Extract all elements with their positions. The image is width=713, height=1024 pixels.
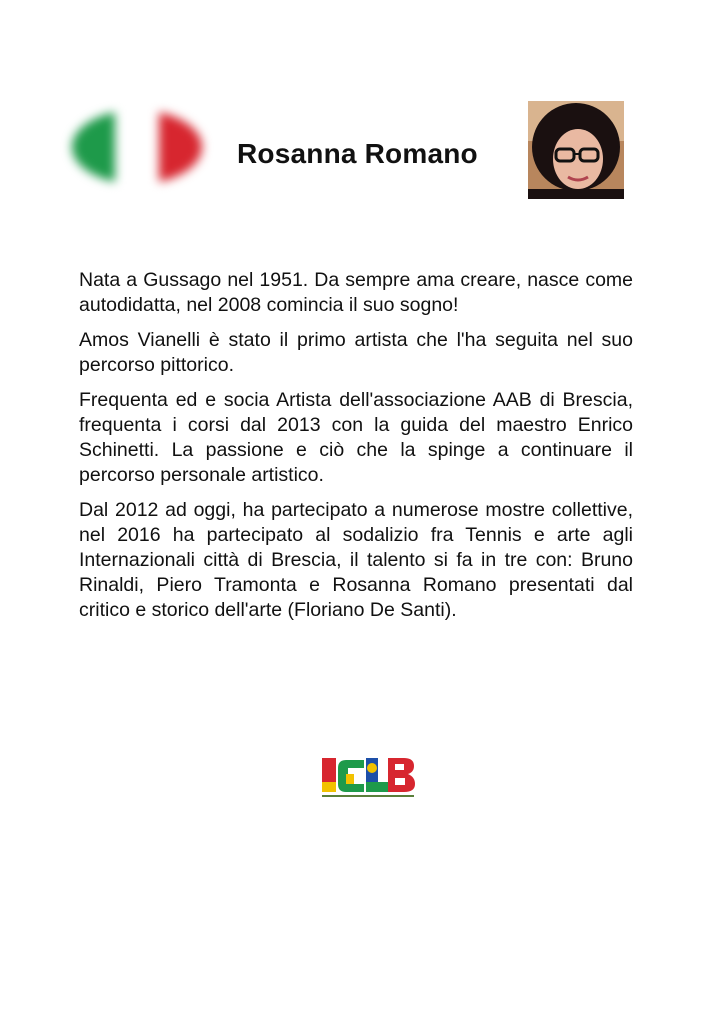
artist-name: Rosanna Romano [237,138,478,169]
bio-paragraph-3: Frequenta ed e socia Artista dell'associazione AAB di Brescia, frequenta i corsi dal 2013 con la guida del maestro Enrico Schinetti. La passione e ciò che la spinge a continuare il percorso personale artistico. [79,389,633,486]
flag-stripe-green [72,110,115,184]
bio-paragraph-2: Amos Vianelli è stato il primo artista che l'ha seguita nel suo percorso pittorico. [79,329,633,376]
portrait-photo [528,101,624,199]
bio-paragraph-4: Dal 2012 ad oggi, ha partecipato a numerose mostre collettive, nel 2016 ha partecipato al sodalizio fra Tennis e arte agli Internazionali città di Brescia, il talento si fa in tre con: Bruno Rinaldi, Piero Tramonta e Rosanna Romano presentati dal critico e storico dell'arte (Floriano De Santi). [79,499,633,621]
flag-stripe-white [115,110,158,184]
biography [79,268,633,633]
iclb-logo-icon [320,754,416,800]
bio-paragraph-1: Nata a Gussago nel 1951. Da sempre ama creare, nasce come autodidatta, nel 2008 comincia il suo sogno! [79,269,633,316]
flag-stripe-red [159,110,202,184]
italian-flag-icon [72,110,202,184]
portrait-image [528,101,624,199]
iclb-logo [320,754,416,800]
